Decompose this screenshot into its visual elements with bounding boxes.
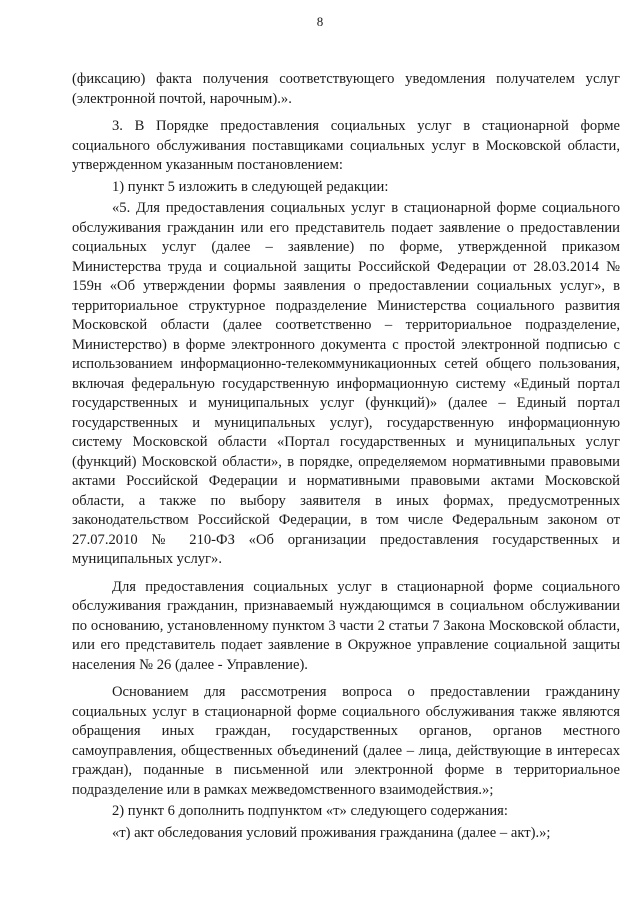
paragraph-clause-5-part-3: Основанием для рассмотрения вопроса о предоставлении гражданину социальных услуг в стационарной форме социального обслуживания также являются обращения иных граждан, государственных органов, органов местного самоуправления, общественных объединений (далее – лица, действующие в интересах граждан), поданные в письменной или электронной форме в территориальное подразделение или в рамках межведомственного взаимодействия.»;	[72, 684, 620, 798]
paragraph-subitem-2: 2) пункт 6 дополнить подпунктом «т» следующего содержания:	[112, 803, 508, 819]
page-number: 8	[316, 14, 324, 29]
paragraph-continuation: (фиксацию) факта получения соответствующего уведомления получателем услуг (электронной почтой, нарочным).».	[72, 71, 620, 107]
document-body	[72, 70, 620, 843]
paragraph-subitem-t: «т) акт обследования условий проживания гражданина (далее – акт).»;	[112, 824, 551, 841]
paragraph-clause-5: «5. Для предоставления социальных услуг в стационарной форме социального обслуживания гражданин или его представитель подает заявление о предоставлении социальных услуг (далее – заявление) по форме, утвержденной приказом Министерства труда и социальной защиты Российской Федерации от 28.03.2014 № 159н «Об утверждении формы заявления о предоставлении социальных услуг», в территориальное структурное подразделение Министерства социального развития Московской области (далее соответственно – территориальное подразделение, Министерство) в форме электронного документа с простой электронной подписью с использованием информационно-телекоммуникационных сетей общего пользования, включая федеральную государственную информационную систему «Единый портал государственных и муниципальных услуг (функций)» (далее – Единый портал государственных и муниципальных услуг), государственную информационную систему Московской области «Портал государственных и муниципальных услуг (функций) Московской области», в порядке, определяемом нормативными правовыми актами Российской Федерации и нормативными правовыми актами Московской области, а также по выбору заявителя в иных формах, предусмотренных законодательством Российской Федерации, в том числе Федеральным законом от 27.07.2010 № 210-ФЗ «Об организации предоставления государственных и муниципальных услуг».	[72, 200, 620, 567]
paragraph-item-3: 3. В Порядке предоставления социальных услуг в стационарной форме социального обслуживания поставщиками социальных услуг в Московской области, утвержденном указанным постановлением:	[72, 118, 620, 173]
paragraph-subitem-1: 1) пункт 5 изложить в следующей редакции:	[112, 178, 389, 195]
paragraph-clause-5-part-2: Для предоставления социальных услуг в стационарной форме социального обслуживания гражданин, признаваемый нуждающимся в социальном обслуживании по основанию, установленному пунктом 3 части 2 статьи 7 Закона Московской области, или его представитель подает заявление в Окружное управление социальной защиты населения № 26 (далее - Управление).	[72, 578, 620, 673]
